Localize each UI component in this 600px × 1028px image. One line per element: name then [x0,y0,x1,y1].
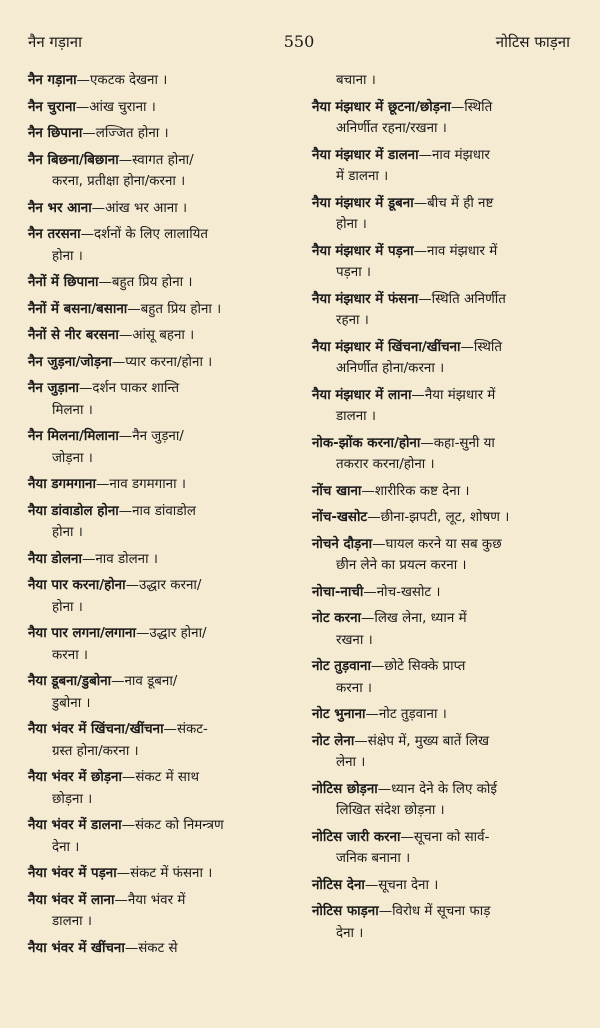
dictionary-entry [312,704,582,726]
entry-definition: —आंख भर आना । [91,200,188,216]
entry-definition: —नोट तुड़वाना । [365,707,447,722]
dictionary-entry [28,224,296,267]
entry-term: नोचा-नाची [312,584,364,600]
dictionary-entry [312,145,582,188]
entry-definition: —उद्धार होना/ [135,626,207,641]
entry-term: नोट लेना [312,733,355,749]
entry-term: नैया मंझधार में डालना [312,147,419,163]
entry-continuation: देना । [52,839,80,855]
dictionary-entry [312,289,582,332]
entry-term: नैया भंवर में खींचना [28,940,125,956]
entry-definition: —नाव मंझधार [418,147,490,163]
entry-term: नैया मंझधार में छूटना/छोड़ना [312,99,451,115]
dictionary-entry [312,433,582,476]
entry-term: नोटिस छोड़ना [312,781,378,797]
entry-definition: —स्थिति [450,99,493,115]
dictionary-entry [28,378,296,421]
entry-term: नैन मिलना/मिलाना [28,429,119,444]
entry-continuation: बचाना । [336,73,376,88]
entry-definition: —कहा-सुनी या [420,435,495,451]
dictionary-entry [28,426,296,469]
dictionary-entry [312,337,582,380]
entry-definition: —स्वागत होना/ [118,152,194,168]
entry-term: नैन छिपाना [28,126,83,141]
entry-continuation: तकरार करना/होना । [336,457,435,472]
entry-definition: —घायल करने या सब कुछ [372,536,502,552]
header-first-entry: नैन गड़ाना [28,33,82,51]
entry-term: नोक-झोंक करना/होना [312,435,421,451]
entry-term: नैया पार लगना/लगाना [28,626,136,641]
entry-definition: —नैया भंवर में [114,892,186,908]
dictionary-entry [28,815,296,858]
entry-definition: —स्थिति अनिर्णीत [418,291,506,307]
entry-definition: —नाव डूबना/ [111,674,178,689]
entry-definition: —संकट से [124,940,178,956]
dictionary-entry [312,385,582,428]
entry-term: नैया डोलना [28,551,82,567]
page-header [28,32,570,52]
dictionary-entry [312,731,582,774]
right-column [312,70,582,949]
entry-term: नैया भंवर में पड़ना [28,866,117,881]
left-column [28,70,296,964]
entry-term: नैया मंझधार में डूबना [312,195,414,211]
entry-definition: —आंसू बहना । [118,328,195,343]
entry-definition: —ध्यान देने के लिए कोई [377,781,497,797]
dictionary-entry [312,827,582,870]
entry-continuation: अनिर्णीत होना/करना । [336,361,445,376]
entry-continuation: होना । [52,525,83,540]
entry-term: नैया भंवर में लाना [28,892,115,908]
entry-continuation: छीन लेने का प्रयत्न करना । [336,558,467,573]
entry-term: नैया पार करना/होना [28,578,126,593]
entry-term: नोंच खाना [312,483,362,499]
dictionary-entry [28,272,296,294]
entry-term: नैन बिछना/बिछाना [28,152,119,168]
dictionary-entry [28,549,296,571]
dictionary-entry [312,97,582,140]
dictionary-entry [28,325,296,347]
entry-continuation: अनिर्णीत रहना/रखना । [336,121,447,136]
entry-definition: —नाव मंझधार में [413,243,498,259]
dictionary-entry [28,299,296,321]
entry-term: नैया मंझधार में खिंचना/खींचना [312,339,461,355]
dictionary-entry [312,901,582,944]
entry-continuation: डालना । [336,409,376,424]
entry-continuation: डुबोना । [52,695,91,711]
dictionary-entry [312,875,582,897]
entry-term: नोटिस जारी करना [312,829,401,845]
entry-term: नैन तरसना [28,227,81,242]
entry-continuation: होना । [336,217,367,232]
dictionary-entry [312,507,582,529]
dictionary-entry [28,575,296,618]
dictionary-entry [28,938,296,960]
dictionary-entry [28,150,296,193]
entry-continuation: लेना । [336,755,366,770]
dictionary-entry [28,198,296,220]
dictionary-entry [312,70,582,92]
dictionary-entry [28,501,296,544]
entry-definition: —छोटे सिक्के प्राप्त [370,659,466,674]
entry-continuation: जोड़ना । [52,450,93,466]
entry-definition: —नाव डगमगाना । [95,477,186,492]
dictionary-entry [312,779,582,822]
entry-definition: —संकट- [163,722,208,737]
entry-definition: —नैन जुड़ना/ [118,429,184,444]
entry-term: नैन गड़ाना [28,73,77,88]
dictionary-entry [28,863,296,885]
entry-term: नोट करना [312,611,361,626]
dictionary-entry [312,534,582,577]
entry-definition: —सूचना देना । [364,877,439,893]
entry-definition: —प्यार करना/होना । [111,354,213,370]
entry-definition: —विरोध में सूचना फाड़ [378,904,491,919]
dictionary-entry [28,70,296,92]
entry-term: नोचने दौड़ना [312,536,373,552]
entry-definition: —एकटक देखना । [76,73,168,88]
entry-definition: —छीना-झपटी, लूट, शोषण । [367,510,510,525]
entry-definition: —स्थिति [460,339,502,355]
entry-term: नैन चुराना [28,99,76,115]
entry-continuation: लिखित संदेश छोड़ना । [336,803,445,818]
dictionary-entry [312,582,582,604]
entry-term: नैया मंझधार में लाना [312,387,412,403]
entry-continuation: जनिक बनाना । [336,851,411,866]
entry-term: नैनों में छिपाना [28,275,99,290]
entry-definition: —शारीरिक कष्ट देना । [361,483,470,499]
entry-term: नैनों में बसना/बसाना [28,301,128,317]
entry-definition: —संक्षेप में, मुख्य बातें लिख [354,733,490,749]
entry-term: नोट भुनाना [312,707,366,722]
entry-term: नैनों से नीर बरसना [28,328,119,343]
dictionary-entry [28,123,296,145]
entry-term: नैया मंझधार में फंसना [312,291,419,307]
entry-continuation: होना । [52,599,83,615]
entry-continuation: मिलना । [52,402,93,418]
entry-term: नोटिस देना [312,877,365,893]
entry-term: नोंच-खसोट [312,510,368,525]
entry-definition: —लिख लेना, ध्यान में [360,611,467,626]
entry-definition: —लज्जित होना । [82,126,169,141]
page-number: 550 [283,32,315,51]
entry-continuation: देना । [336,925,364,941]
entry-continuation: करना । [336,680,372,696]
entry-continuation: छोड़ना । [52,791,93,807]
entry-definition: —बहुत प्रिय होना । [98,275,193,290]
entry-continuation: डालना । [52,914,92,929]
dictionary-entry [28,890,296,933]
entry-continuation: करना, प्रतीक्षा होना/करना । [52,174,186,189]
dictionary-entry [312,656,582,699]
entry-definition: —संकट को निमन्त्रण [121,818,224,833]
entry-definition: —नाव डांवाडोल [118,503,196,519]
dictionary-entry [28,719,296,762]
dictionary-entry [28,767,296,810]
entry-definition: —नैया मंझधार में [411,387,496,403]
entry-term: नैया भंवर में खिंचना/खींचना [28,722,164,737]
entry-continuation: पड़ना । [336,265,372,280]
entry-term: नैन जुड़ना/जोड़ना [28,354,112,370]
entry-term: नोट तुड़वाना [312,659,371,674]
dictionary-entry [312,241,582,284]
entry-term: नैया मंझधार में पड़ना [312,243,414,259]
entry-definition: —उद्धार करना/ [125,578,202,593]
entry-definition: —सूचना को सार्व- [400,829,490,845]
entry-continuation: में डालना । [336,169,389,184]
dictionary-entry [28,474,296,496]
entry-continuation: करना । [52,647,88,663]
entry-definition: —बहुत प्रिय होना । [127,301,222,317]
dictionary-entry [312,481,582,503]
entry-term: नैया डूबना/डुबोना [28,674,112,689]
entry-continuation: रहना । [336,313,369,328]
entry-term: नैन जुड़ाना [28,381,79,396]
entry-continuation: ग्रस्त होना/करना । [52,743,139,759]
entry-definition: —संकट में फंसना । [116,866,213,881]
entry-term: नैया डगमगाना [28,477,96,492]
entry-term: नैया भंवर में छोड़ना [28,770,122,785]
entry-definition: —संकट में साथ [121,770,199,785]
entry-continuation: होना । [52,248,83,264]
entry-continuation: रखना । [336,632,373,648]
entry-term: नैन भर आना [28,200,92,216]
entry-term: नैया डांवाडोल होना [28,503,119,519]
dictionary-entry [28,352,296,374]
entry-definition: —नोच-खसोट । [363,584,441,600]
dictionary-entry [28,671,296,714]
entry-definition: —आंख चुराना । [75,99,156,115]
dictionary-entry [28,623,296,666]
entry-definition: —दर्शन पाकर शान्ति [79,381,180,396]
entry-definition: —बीच में ही नष्ट [413,195,494,211]
entry-term: नोटिस फाड़ना [312,904,379,919]
header-last-entry: नोटिस फाड़ना [495,33,570,51]
entry-definition: —दर्शनों के लिए लालायित [80,227,209,242]
entry-term: नैया भंवर में डालना [28,818,122,833]
dictionary-entry [312,193,582,236]
dictionary-entry [28,97,296,119]
entry-definition: —नाव डोलना । [81,551,158,567]
dictionary-entry [312,608,582,651]
